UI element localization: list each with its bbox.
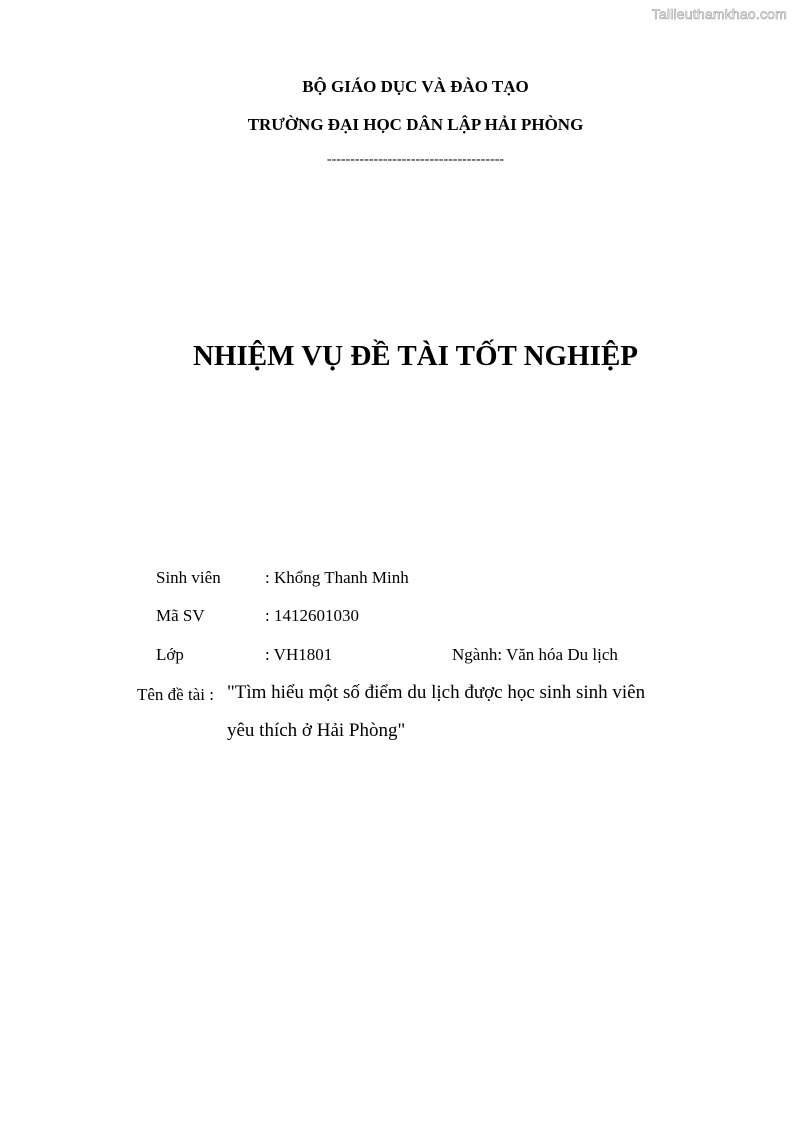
ministry-heading: BỘ GIÁO DỤC VÀ ĐÀO TẠO (302, 77, 529, 96)
class-label: Lớp (156, 645, 184, 664)
header-divider: -------------------------------------- (326, 152, 505, 167)
thesis-label: Tên đề tài : (137, 685, 214, 704)
thesis-title-line-2: yêu thích ở Hải Phòng" (227, 720, 406, 741)
student-id-value: : 1412601030 (265, 606, 359, 625)
page-title: NHIỆM VỤ ĐỀ TÀI TỐT NGHIỆP (192, 340, 639, 372)
major-text: Ngành: Văn hóa Du lịch (452, 645, 618, 664)
university-heading: TRƯỜNG ĐẠI HỌC DÂN LẬP HẢI PHÒNG (247, 115, 584, 134)
student-id-label: Mã SV (156, 606, 205, 625)
thesis-title-line-1: "Tìm hiểu một số điểm du lịch được học sinh sinh viên (227, 682, 646, 703)
student-label: Sinh viên (156, 568, 221, 587)
student-value: : Khổng Thanh Minh (265, 568, 409, 587)
watermark-text: Tailieuthamkhao.com (651, 6, 787, 22)
class-value: : VH1801 (265, 645, 333, 664)
